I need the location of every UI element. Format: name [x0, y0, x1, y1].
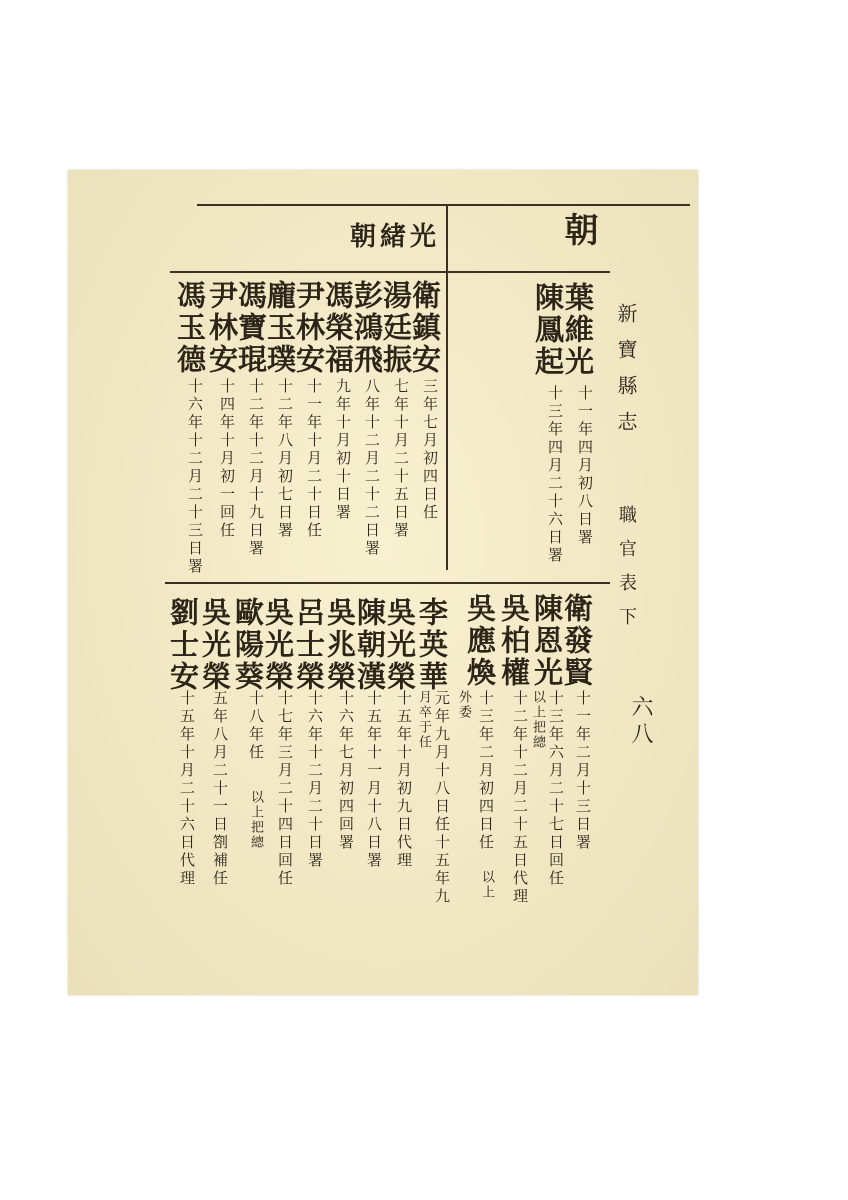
tenure-date: 元年九月十八日任十五年九 [433, 690, 451, 906]
official-name: 歐陽葵 [231, 597, 265, 693]
tenure-date: 八年十二月二十二日署 [363, 378, 381, 558]
tenure-date: 五年八月二十一日劄補任 [211, 690, 229, 888]
official-name: 尹林安 [292, 280, 326, 376]
tenure-date: 十三年四月二十六日署 [546, 385, 564, 565]
official-name: 馮寶琨 [234, 280, 268, 376]
official-name: 呂士榮 [292, 597, 326, 693]
rank-note: 以上把總 [530, 690, 545, 750]
tenure-date: 十六年七月初四回署 [337, 690, 355, 852]
official-name: 衛鎮安 [408, 280, 442, 376]
top-rule [197, 204, 690, 206]
tenure-date: 十六年十二月二十日署 [306, 690, 324, 870]
tenure-date: 十一年四月初八日署 [576, 385, 594, 547]
dynasty-char: 朝 [558, 212, 598, 246]
book-title: 新寶縣志 [614, 303, 638, 447]
official-name: 馮榮福 [321, 280, 355, 376]
page-number: 六八 [628, 695, 653, 749]
official-name: 陳恩光 [530, 593, 564, 689]
rank-note: 外委 [456, 690, 471, 720]
tenure-date: 九年十月初十日署 [334, 378, 352, 522]
official-name: 衛發賢 [560, 593, 594, 689]
tenure-date: 十七年三月二十四日回任 [276, 690, 294, 888]
official-name: 彭鴻飛 [350, 280, 384, 376]
official-name: 吳光榮 [261, 597, 295, 693]
official-name: 吳應煥 [463, 593, 497, 689]
official-name: 陳朝漢 [353, 597, 387, 693]
tenure-date: 十八年任 [247, 690, 265, 762]
official-name: 馮玉德 [173, 280, 207, 376]
tenure-date: 十一年二月十三日署 [574, 690, 592, 852]
tenure-date: 三年七月初四日任 [421, 378, 439, 522]
official-name: 陳鳳起 [531, 282, 565, 378]
tenure-date: 十二年十二月二十五日代理 [511, 690, 529, 906]
tenure-date: 十三年二月初四日任 [477, 690, 495, 852]
tenure-date: 十五年十月二十六日代理 [178, 690, 196, 888]
tenure-date: 十三年六月二十七日回任 [547, 690, 565, 888]
tenure-date: 十一年十月二十日任 [305, 378, 323, 540]
official-name: 吳柏權 [497, 593, 531, 689]
tenure-date: 十四年十月初一回任 [218, 378, 236, 540]
official-name: 吳光榮 [383, 597, 417, 693]
official-name: 葉維光 [561, 282, 595, 378]
official-name: 尹林安 [205, 280, 239, 376]
official-name: 龐玉璞 [263, 280, 297, 376]
official-name: 李英華 [415, 597, 449, 693]
official-name: 劉士安 [166, 597, 200, 693]
official-name: 吳兆榮 [323, 597, 357, 693]
header-rule [170, 271, 610, 273]
tenure-date: 十五年十月初九日代理 [395, 690, 413, 870]
tenure-date: 十二年八月初七日署 [276, 378, 294, 540]
reign-title: 光緒朝 [350, 222, 441, 252]
tenure-date: 七年十月二十五日署 [392, 378, 410, 540]
middle-rule [165, 582, 610, 584]
official-name: 吳光榮 [198, 597, 232, 693]
tenure-date: 十二年十二月十九日署 [247, 378, 265, 558]
tenure-date: 十六年十二月二十三日署 [186, 378, 204, 576]
official-name: 湯廷振 [379, 280, 413, 376]
rank-note: 以上把總 [248, 790, 263, 850]
tenure-date: 十五年十一月十八日署 [365, 690, 383, 870]
rank-note: 以上 [479, 870, 494, 900]
column-divider [446, 205, 448, 570]
section-title: 職官表下 [616, 505, 637, 641]
rank-note: 月卒于任 [416, 690, 431, 750]
